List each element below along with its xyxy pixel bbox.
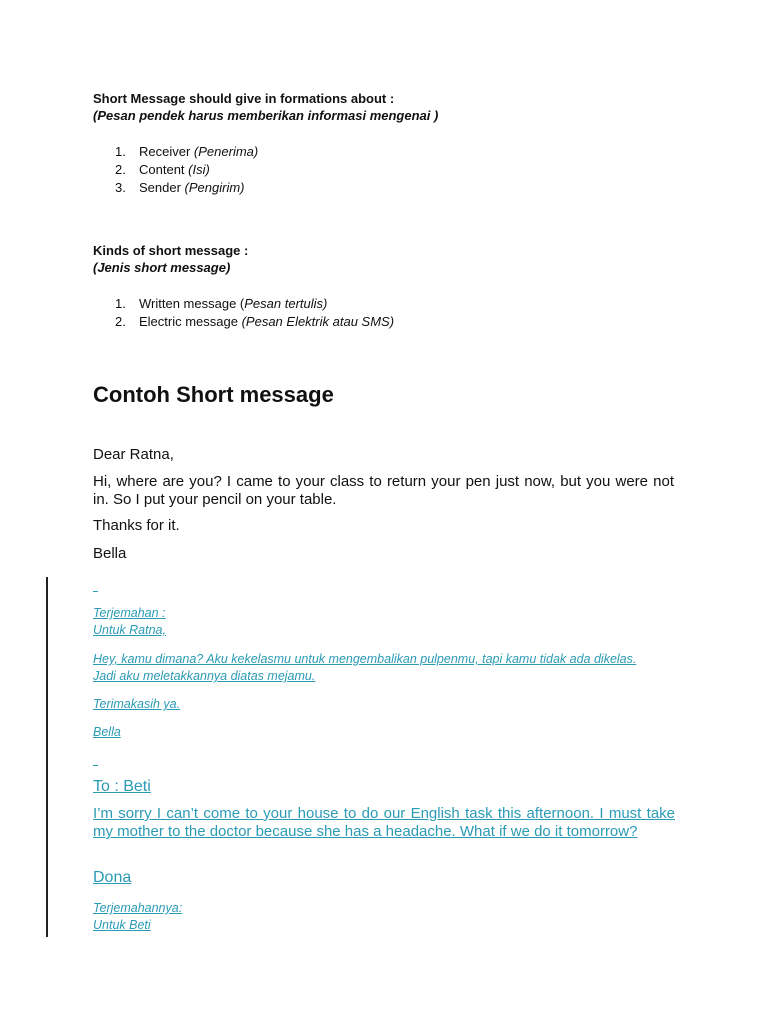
link-marker — [93, 591, 98, 592]
list-number: 3. — [115, 180, 126, 195]
example2-to-block — [93, 777, 675, 796]
kinds-list — [93, 295, 394, 331]
list-item-translation: Pesan tertulis) — [244, 296, 328, 311]
translation2-label: Terjemahannya: — [93, 901, 183, 915]
section-heading-text: Kinds of short message : — [93, 243, 249, 258]
letter-body: Hi, where are you? I came to your class to return your pen just now, but you were not in. So I put your pencil on your table. — [93, 473, 674, 508]
list-item-text: Content — [139, 162, 189, 177]
list-item — [93, 295, 394, 313]
info-list — [93, 143, 258, 197]
example-title: Contoh Short message — [93, 382, 334, 407]
list-item — [93, 143, 258, 161]
section-heading-translation: (Pesan pendek harus memberikan informasi mengenai ) — [93, 108, 439, 123]
letter-signature: Bella — [93, 545, 127, 562]
example-letter-body — [93, 473, 674, 509]
translation2-greeting: Untuk Beti — [93, 918, 151, 932]
example-letter — [93, 446, 674, 464]
example-letter-signature — [93, 545, 674, 563]
list-item-translation: (Pengirim) — [184, 180, 245, 195]
example2-signature-block — [93, 868, 675, 887]
translation-thanks: Terimakasih ya. — [93, 697, 181, 711]
translation-greeting: Untuk Ratna, — [93, 623, 166, 637]
section-heading-info — [93, 90, 438, 124]
translation-signature: Bella — [93, 725, 121, 739]
translation-signature-block — [93, 724, 653, 741]
section-heading-translation: (Jenis short message) — [93, 260, 231, 275]
list-item-translation: (Penerima) — [193, 144, 259, 159]
link-marker — [93, 765, 98, 766]
list-number: 2. — [115, 162, 126, 177]
translation-body-block — [93, 651, 653, 685]
section-heading-text: Short Message should give in formations about : — [93, 91, 395, 106]
translation-block — [93, 605, 653, 639]
section-heading-kinds — [93, 242, 248, 276]
list-item-translation: (Pesan Elektrik atau SMS) — [241, 314, 395, 329]
translation-label: Terjemahan : — [93, 606, 166, 620]
list-number: 1. — [115, 144, 126, 159]
translation2-block — [93, 900, 653, 934]
example-letter-thanks — [93, 517, 674, 535]
example2-body: I’m sorry I can’t come to your house to do our English task this afternoon. I must take my mother to the doctor because she has a headache. What if we do it tomorrow? — [93, 805, 675, 840]
translation-thanks-block — [93, 696, 653, 713]
list-number: 1. — [115, 296, 126, 311]
letter-thanks: Thanks for it. — [93, 517, 180, 534]
change-bar — [46, 577, 48, 937]
translation-body: Hey, kamu dimana? Aku kekelasmu untuk mengembalikan pulpenmu, tapi kamu tidak ada dikelas. Jadi aku meletakkannya diatas mejamu. — [93, 652, 637, 683]
list-number: 2. — [115, 314, 126, 329]
list-item-text: Sender — [139, 180, 185, 195]
list-item-translation: (Isi) — [188, 162, 210, 177]
list-item-text: Receiver — [139, 144, 194, 159]
list-item — [93, 179, 258, 197]
list-item — [93, 313, 394, 331]
list-item — [93, 161, 258, 179]
example2-to: To : Beti — [93, 778, 151, 795]
list-item-text: Written message ( — [139, 296, 245, 311]
example2-signature: Dona — [93, 869, 132, 886]
list-item-text: Electric message — [139, 314, 242, 329]
example2-body-block — [93, 805, 675, 841]
letter-greeting: Dear Ratna, — [93, 446, 174, 463]
